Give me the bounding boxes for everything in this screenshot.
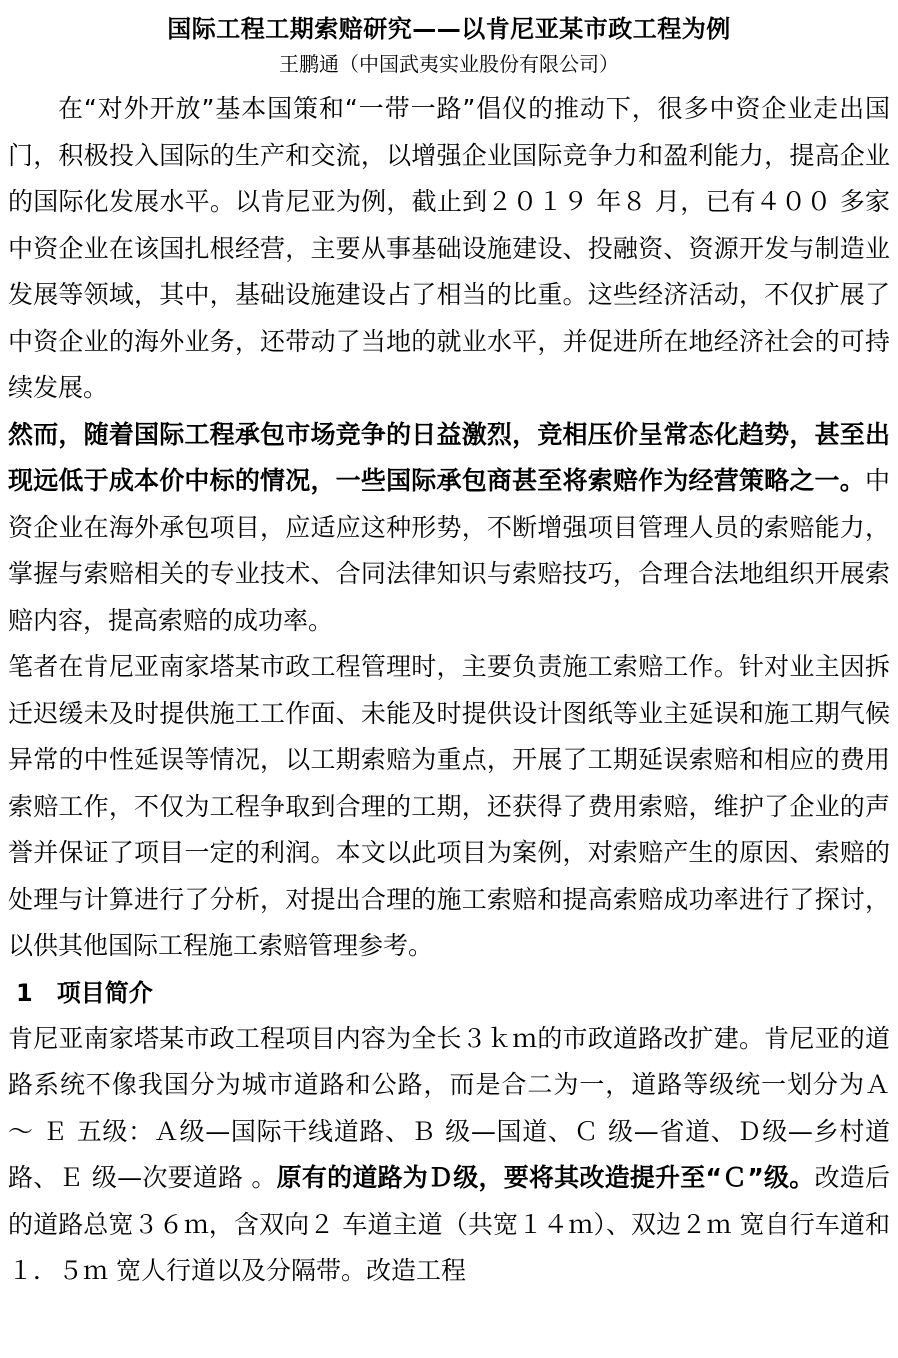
intro-paragraph-2-rest: 中资企业在海外承包项目，应适应这种形势，不断增强项目管理人员的索赔能力，掌握与索赔相关的专业技术、合同法律知识与索赔技巧，合理合法地组织开展索赔内容，提高索赔的成功率。 [8,466,890,635]
intro-paragraph-2-emphasis: 然而，随着国际工程承包市场竞争的日益激烈，竞相压价呈常态化趋势，甚至出现远低于成本价中标的情况，一些国际承包商甚至将索赔作为经营策略之一。 [8,419,890,495]
section-1-title: 项目简介 [56,978,153,1007]
intro-paragraph-1: 在“对外开放”基本国策和“一带一路”倡仪的推动下，很多中资企业走出国门，积极投入国际的生产和交流，以增强企业国际竞争力和盈利能力，提高企业的国际化发展水平。以肯尼亚为例，截止到２０１９ 年８ 月，已有４００ 多家中资企业在该国扎根经营，主要从事基础设施建设、投融资、资源开发与制造业发展等领域，其中，基础设施建设占了相当的比重。这些经济活动，不仅扩展了中资企业的海外业务，还带动了当地的就业水平，并促进所在地经济社会的可持续发展。 [8,94,890,402]
section-1-paragraph-1-emphasis: 原有的道路为Ｄ级，要将其改造提升至“Ｃ”级。 [276,1163,815,1192]
section-1-paragraph-1 [8,1016,890,1295]
section-1-heading [8,970,890,1016]
section-1-paragraph-1-rest: 改造后的道路总宽３６ｍ，含双向２ 车道主道（共宽１４ｍ）、双边２ｍ 宽自行车道和１．５ｍ 宽人行道以及分隔带。改造工程 [8,1163,890,1285]
paper-title: 国际工程工期索赔研究——以肯尼亚某市政工程为例 [167,15,731,43]
intro-paragraph-2 [8,412,890,645]
intro-paragraph-3: 笔者在肯尼亚南家塔某市政工程管理时，主要负责施工索赔工作。针对业主因拆迁迟缓未及时提供施工工作面、未能及时提供设计图纸等业主延误和施工期气候异常的中性延误等情况，以工期索赔为重点，开展了工期延误索赔和相应的费用索赔工作，不仅为工程争取到合理的工期，还获得了费用索赔，维护了企业的声誉并保证了项目一定的利润。本文以此项目为案例，对索赔产生的原因、索赔的处理与计算进行了分析，对提出合理的施工索赔和提高索赔成功率进行了探讨，以供其他国际工程施工索赔管理参考。 [8,652,890,960]
section-1-paragraph-1-start: 肯尼亚南家塔某市政工程项目内容为全长３ｋｍ的市政道路改扩建。肯尼亚的道路系统不像我国分为城市道路和公路，而是合二为一，道路等级统一划分为Ａ ～ Ｅ 五级：Ａ级—国际干线道路、Ｂ 级—国道、Ｃ 级—省道、Ｄ级—乡村道路、Ｅ 级—次要道路 。 [8,1023,890,1192]
section-1-number: 1 [16,978,33,1007]
author-line: 王鹏通（中国武夷实业股份有限公司） [279,52,619,76]
